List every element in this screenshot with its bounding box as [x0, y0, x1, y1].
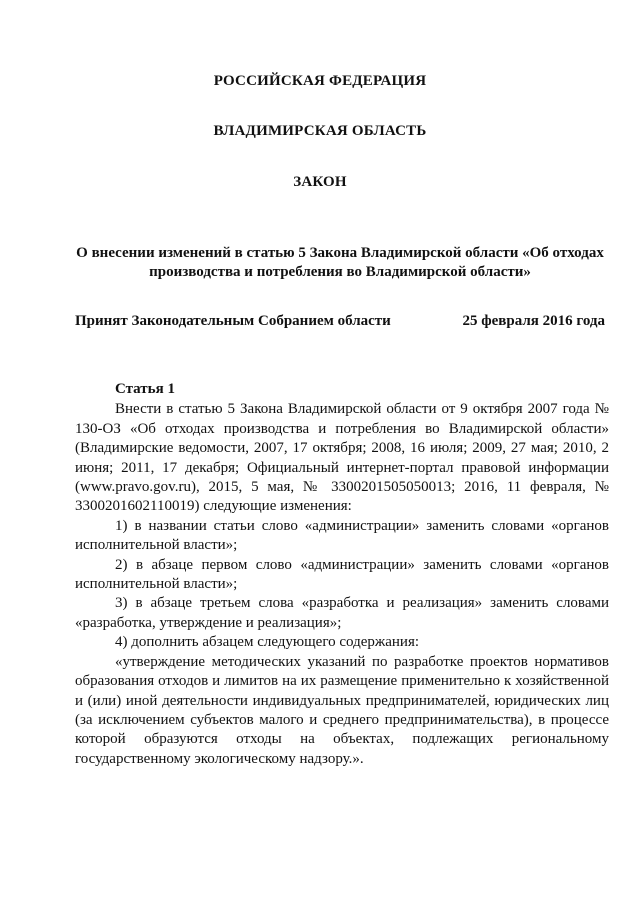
country-heading: РОССИЙСКАЯ ФЕДЕРАЦИЯ [213, 73, 427, 89]
article-body [75, 380, 609, 769]
article-heading: Статья 1 [115, 381, 175, 397]
amendment-item-4: 4) дополнить абзацем следующего содержания: [115, 634, 420, 651]
amendment-item-1: 1) в названии статьи слово «администрации» заменить словами «органов исполнительной власти»; [75, 517, 609, 554]
amendment-item-2: 2) в абзаце первом слово «администрации» заменить словами «органов исполнительной власти»; [75, 556, 609, 593]
adoption-date: 25 февраля 2016 года [462, 313, 605, 329]
added-paragraph-quote: «утверждение методических указаний по разработке проектов нормативов образования отходов и лимитов на их размещение применительно к хозяйственной и (или) иной деятельности индивидуальных предпринимателей, юридических лиц (за исключением субъектов малого и среднего предпринимательства), в процессе которой образуются отходы на объектах, подлежащих региональному государственному экологическому надзору.». [75, 653, 609, 767]
adopted-by: Принят Законодательным Собранием области [75, 313, 391, 329]
doc-type-heading: ЗАКОН [293, 174, 347, 190]
law-title: О внесении изменений в статью 5 Закона Владимирской области «Об отходах производства и потребления во Владимирской области» [76, 245, 604, 280]
amendment-item-3: 3) в абзаце третьем слова «разработка и реализация» заменить словами «разработка, утверждение и реализация»; [75, 595, 609, 631]
region-heading: ВЛАДИМИРСКАЯ ОБЛАСТЬ [213, 123, 427, 139]
article-intro: Внести в статью 5 Закона Владимирской области от 9 октября 2007 года № 130-ОЗ «Об отходах производства и потребления во Владимирской области» (Владимирские ведомости, 2007, 17 октября; 2008, 16 июля; 2009, 27 мая; 2010, 2 июня; 2011, 17 декабря; Официальный интернет-портал правовой информации (www.pravo.gov.ru), 2015, 5 мая, № 3300201505050013; 2016, 11 февраля, № 3300201602110019) следующие изменения: [75, 401, 609, 515]
